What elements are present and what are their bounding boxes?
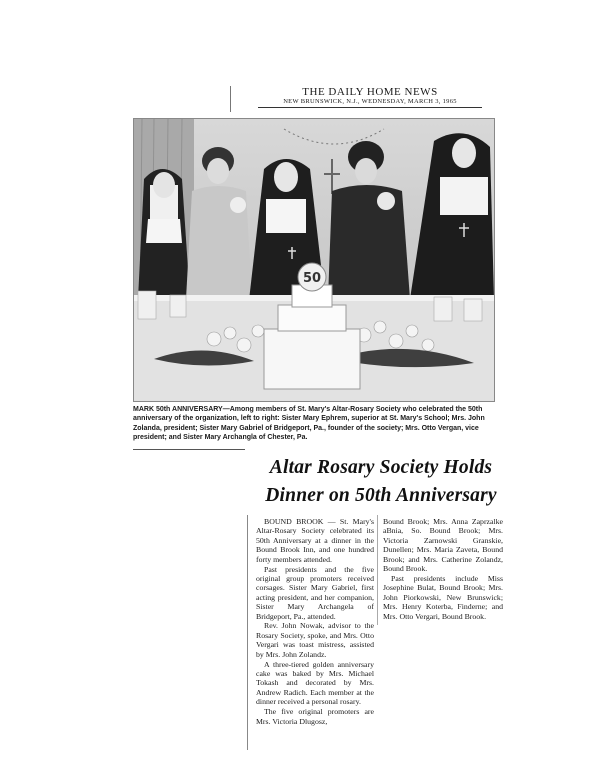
dateline: NEW BRUNSWICK, N.J., WEDNESDAY, MARCH 3, 1965 — [283, 98, 457, 105]
newspaper-name: THE DAILY HOME NEWS — [302, 86, 438, 98]
article-paragraph: Bound Brook; Mrs. Anna Zaprzalke aBnia, So. Bound Brook; Mrs. Victoria Zarnowski Granskie, Dunellen; Mrs. Maria Zaveta, Bound Brook; and Mrs. Catherine Zolandz, Bound Brook. — [383, 517, 503, 574]
article-paragraph: A three-tiered golden anniversary cake was baked by Mrs. Michael Tokash and decorated by Mrs. Andrew Radich. Each member at the dinner received a personal rosary. — [256, 659, 374, 707]
clipping-edge-rule — [230, 86, 231, 112]
headline — [256, 454, 506, 510]
article-paragraph: Past presidents include Miss Josephine Bulat, Bound Brook; Mrs. John Piorkowski, New Brunswick; Mrs. Henry Koterba, Finderne; and Mrs. Otto Vergari, Bound Brook. — [383, 573, 503, 621]
article-paragraph: Rev. John Nowak, advisor to the Rosary Society, spoke, and Mrs. Otto Vergari was toast mistress, assisted by Mrs. John Zolandz. — [256, 621, 374, 659]
article-column-2 — [383, 517, 503, 621]
headline-line-2: Dinner on 50th Anniversary — [265, 485, 497, 506]
caption-text: Among members of St. Mary's Altar-Rosary Society who celebrated the 50th anniversary of the organization, left to right: Sister Mary Ephrem, superior at St. Mary's School; Mrs. John Zolanda, president; Sister Mary Gabriel of Bridgeport, Pa., founder of the society; Mrs. Otto Vergan, vice president; and Sister Mary Archangla of Chester, Pa. — [133, 406, 485, 442]
headline-line-1: Altar Rosary Society Holds — [269, 457, 493, 478]
anniversary-photo — [133, 118, 495, 402]
caption-lead: MARK 50th ANNIVERSARY— — [133, 406, 230, 413]
column-rule-middle — [377, 515, 378, 625]
article-paragraph: BOUND BROOK — St. Mary's Altar-Rosary Society celebrated its 50th Anniversary at a dinner in the Bound Brook Inn, and one hundred forty members attended. — [256, 517, 374, 564]
article-paragraph: Past presidents and the five original group promoters received corsages. Sister Mary Gabriel, first acting president, and her companion, Sister Mary Archangela of Bridgeport, Pa., attended. — [256, 564, 374, 621]
masthead — [258, 86, 482, 108]
article-paragraph: The five original promoters are Mrs. Victoria Dlugosz, — [256, 707, 374, 726]
photo-caption — [133, 405, 495, 443]
caption-rule — [133, 449, 245, 450]
cake-topper-number: 50 — [302, 271, 322, 286]
column-rule-left — [247, 515, 248, 750]
article-column-1 — [256, 517, 374, 726]
masthead-rule — [258, 107, 482, 108]
